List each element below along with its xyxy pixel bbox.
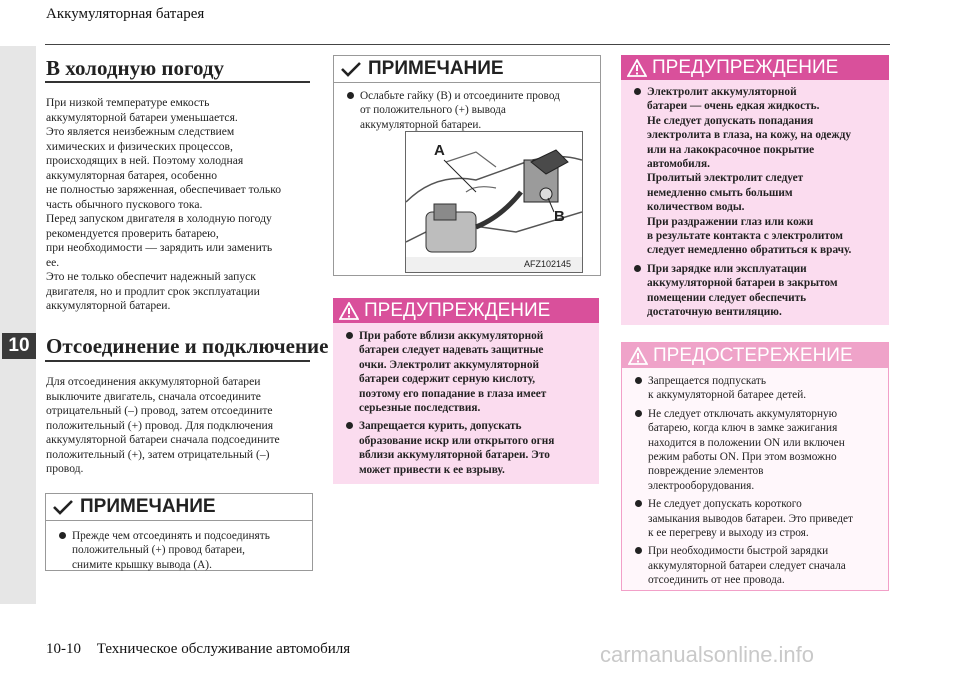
page-number: 10-10 [46, 641, 81, 657]
note-heading-left: ПРИМЕЧАНИЕ [80, 496, 216, 517]
connect-text: Для отсоединения аккумуляторной батареи выключите двигатель, сначала отсоедините отрицательный (–) провод, затем отсоедините положительный (+) провод. Для подключения аккумуляторной батареи сначала подсоедините положительный (+), затем отрицательный (–) провод. [46, 375, 280, 475]
note-header-mid [334, 56, 600, 83]
note-pencil-icon [340, 60, 362, 78]
note-header-left [46, 494, 312, 521]
chapter-side-tab [0, 46, 36, 604]
watermark: carmanualsonline.info [600, 642, 815, 667]
list-item: Электролит аккумуляторной батареи — очень едкая жидкость. Не следует допускать попадания электролита в глаза, на кожу, на одежду или на лакокрасочное покрытие автомобиля. Пролитый электролит следует немедленно смыть большим количеством воды. При раздражении глаз или кожи в результате контакта с электролитом следует немедленно обратиться к врачу. [631, 85, 883, 258]
note-list-mid [334, 83, 600, 132]
caution-box-right [621, 342, 889, 591]
caution-list-right [622, 368, 888, 588]
warning-box-right [621, 55, 889, 325]
page-footer [46, 641, 350, 658]
section-title-cold-weather: В холодную погоду [46, 56, 225, 80]
section-rule-connect [45, 360, 310, 362]
figure-label-a: A [434, 142, 445, 159]
note-heading-mid: ПРИМЕЧАНИЕ [368, 58, 504, 79]
list-item: Ослабьте гайку (B) и отсоедините провод от положительного (+) вывода аккумуляторной батареи. [344, 89, 592, 132]
note-pencil-icon [52, 498, 74, 516]
section-title-connect: Отсоединение и подключение [46, 334, 329, 358]
warning-list-right [621, 80, 889, 320]
section-rule-cold [45, 81, 310, 83]
footer-title: Техническое обслуживание автомобиля [96, 641, 351, 657]
list-item: При необходимости быстрой зарядки аккумуляторной батареи следует сначала отсоединить от нее провода. [632, 544, 882, 587]
figure-code: AFZ102145 [524, 259, 572, 269]
list-item: Прежде чем отсоединять и подсоединять положительный (+) провод батареи, снимите крышку вывода (А). [56, 529, 304, 572]
battery-terminal-figure [405, 131, 583, 273]
list-item: Запрещается подпускать к аккумуляторной батарее детей. [632, 374, 882, 403]
warning-header-right [621, 55, 889, 80]
note-box-left [45, 493, 313, 571]
list-item: Запрещается курить, допускать образование искр или открытого огня вблизи аккумуляторной батареи. Это может привести к ее взрыву. [343, 419, 591, 477]
list-item: При работе вблизи аккумуляторной батареи следует надевать защитные очки. Электролит аккумуляторной батареи содержит серную кислоту, поэтому его попадание в глаза имеет серьезные последствия. [343, 329, 591, 415]
warning-heading-right: ПРЕДУПРЕЖДЕНИЕ [652, 56, 839, 78]
list-item: Не следует допускать короткого замыкания выводов батареи. Это приведет к ее перегреву и выходу из строя. [632, 497, 882, 540]
warning-list-mid [333, 323, 599, 477]
figure-label-b: B [554, 208, 565, 225]
warning-header-mid [333, 298, 599, 323]
warning-box-mid [333, 298, 599, 484]
page-header-title: Аккумуляторная батарея [46, 6, 205, 22]
caution-heading-right: ПРЕДОСТЕРЕЖЕНИЕ [653, 344, 853, 366]
caution-header-right [622, 343, 888, 368]
warning-triangle-icon [627, 59, 647, 77]
warning-heading-mid: ПРЕДУПРЕЖДЕНИЕ [364, 299, 551, 321]
note-box-mid [333, 55, 601, 276]
header-rule [45, 44, 890, 45]
note-list-left [46, 521, 312, 572]
cold-weather-text: При низкой температуре емкость аккумуляторной батареи уменьшается. Это является неизбежным следствием химических и физических процессов, происходящих в ней. Поэтому холодная аккумуляторная батарея, особенно не полностью заряженная, обеспечивает только часть обычного пускового тока. Перед запуском двигателя в холодную погоду рекомендуется проверить батарею, при необходимости — зарядить или заменить ее. Это не только обеспечит надежный запуск двигателя, но и продлит срок эксплуатации аккумуляторной батареи. [46, 96, 282, 312]
list-item: Не следует отключать аккумуляторную батарею, когда ключ в замке зажигания находится в положении ON или включен режим работы ON. При этом возможно повреждение элементов электрооборудования. [632, 407, 882, 493]
warning-triangle-icon [628, 347, 648, 365]
chapter-number-badge: 10 [2, 333, 36, 359]
list-item: При зарядке или эксплуатации аккумуляторной батареи в закрытом помещении следует обеспечить достаточную вентиляцию. [631, 262, 883, 320]
warning-triangle-icon [339, 302, 359, 320]
battery-terminal-illustration [406, 132, 582, 272]
